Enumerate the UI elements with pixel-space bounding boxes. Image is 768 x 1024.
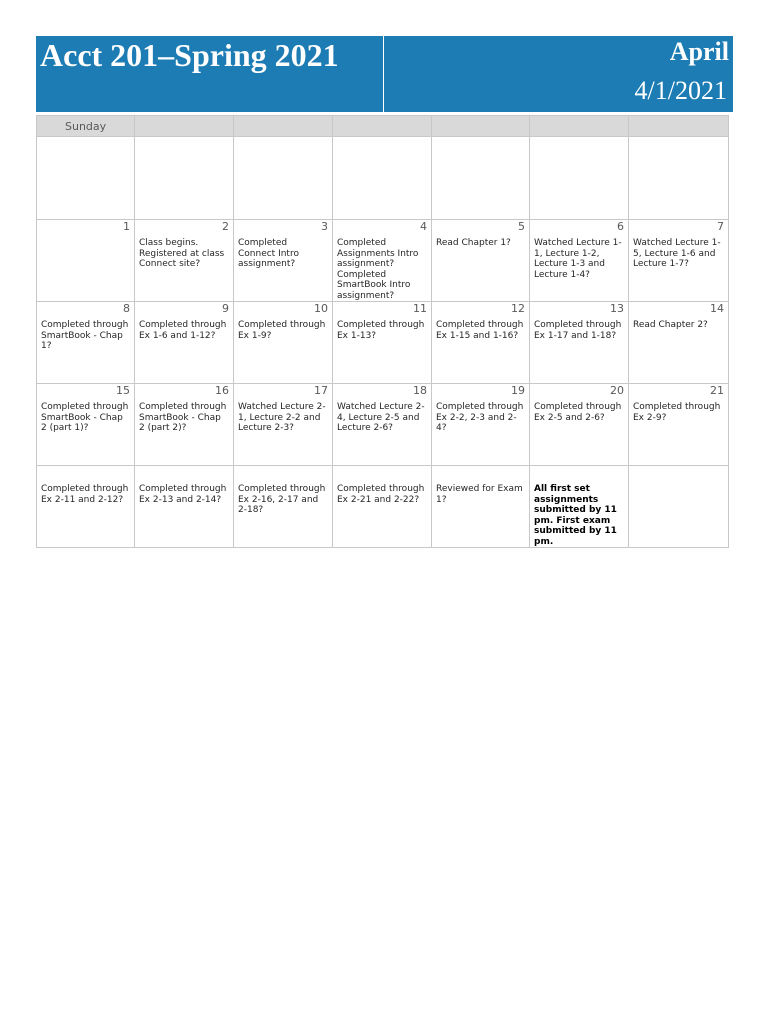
calendar-grid <box>36 115 729 548</box>
calendar-day-cell <box>135 384 234 466</box>
day-number: 6 <box>617 220 624 233</box>
day-note: Completed through Ex 1-6 and 1-12? <box>139 320 227 341</box>
header-banner <box>36 36 733 112</box>
day-number: 13 <box>610 302 624 315</box>
day-number: 17 <box>314 384 328 397</box>
day-note: Completed through Ex 2-11 and 2-12? <box>41 484 129 505</box>
day-number: 11 <box>413 302 427 315</box>
calendar-day-cell <box>333 384 432 466</box>
day-number: 1 <box>123 220 130 233</box>
day-number: 19 <box>511 384 525 397</box>
day-number <box>333 466 431 484</box>
day-note: Completed through SmartBook - Chap 2 (part 2)? <box>139 402 227 433</box>
day-note: Reviewed for Exam 1? <box>436 484 523 505</box>
day-number: 15 <box>116 384 130 397</box>
calendar-title: Acct 201–Spring 2021 <box>40 37 339 73</box>
day-note: Completed through SmartBook - Chap 1? <box>41 320 129 351</box>
day-note: Read Chapter 2? <box>633 320 708 330</box>
calendar-day-cell <box>333 466 432 548</box>
day-number: 18 <box>413 384 427 397</box>
calendar-day-cell <box>432 302 530 384</box>
banner-date-area <box>384 36 733 112</box>
weekday-header-cell: Sunday <box>37 116 135 137</box>
day-note: Completed through Ex 2-9? <box>633 402 721 423</box>
day-number: 16 <box>215 384 229 397</box>
calendar-day-cell <box>629 466 729 548</box>
weekday-header-row <box>37 116 729 137</box>
day-number <box>37 466 134 484</box>
calendar-day-cell <box>432 384 530 466</box>
calendar-day-cell <box>234 220 333 302</box>
calendar-cell-empty <box>135 137 234 220</box>
calendar-day-cell <box>37 466 135 548</box>
day-note: Completed through Ex 2-2, 2-3 and 2-4? <box>436 402 524 433</box>
day-number: 7 <box>717 220 724 233</box>
weekday-header-cell <box>629 116 729 137</box>
day-note: Completed through Ex 1-17 and 1-18? <box>534 320 622 341</box>
calendar-week-row <box>37 220 729 302</box>
calendar-day-cell <box>432 466 530 548</box>
calendar-day-cell <box>135 220 234 302</box>
banner-title-area <box>36 36 384 112</box>
day-number: 12 <box>511 302 525 315</box>
day-note: Completed through SmartBook - Chap 2 (part 1)? <box>41 402 129 433</box>
calendar-week-row <box>37 302 729 384</box>
calendar-day-cell <box>432 220 530 302</box>
calendar-day-cell <box>234 466 333 548</box>
day-note: Watched Lecture 2-4, Lecture 2-5 and Lecture 2-6? <box>337 402 425 433</box>
day-note: Completed through Ex 2-21 and 2-22? <box>337 484 425 505</box>
day-note: Watched Lecture 1-1, Lecture 1-2, Lecture 1-3 and Lecture 1-4? <box>534 238 622 280</box>
day-number: 14 <box>710 302 724 315</box>
calendar-cell-empty <box>530 137 629 220</box>
calendar-day-cell <box>530 466 629 548</box>
calendar-day-cell <box>333 220 432 302</box>
calendar-day-cell <box>234 302 333 384</box>
calendar-day-cell <box>135 466 234 548</box>
day-number <box>629 466 728 484</box>
calendar-blank-row <box>37 137 729 220</box>
weekday-header-cell <box>135 116 234 137</box>
day-number: 9 <box>222 302 229 315</box>
day-note: Completed through Ex 2-5 and 2-6? <box>534 402 622 423</box>
calendar-day-cell <box>135 302 234 384</box>
day-note: Completed through Ex 1-13? <box>337 320 425 341</box>
day-note: Completed through Ex 1-9? <box>238 320 326 341</box>
calendar-week-row <box>37 466 729 548</box>
day-number: 21 <box>710 384 724 397</box>
day-note: Completed Assignments Intro assignment? Completed SmartBook Intro assignment? <box>337 238 419 301</box>
day-note: Completed Connect Intro assignment? <box>238 238 299 269</box>
day-number: 8 <box>123 302 130 315</box>
calendar-day-cell <box>629 220 729 302</box>
day-note: Class begins. Registered at class Connect site? <box>139 238 225 269</box>
weekday-header-cell <box>530 116 629 137</box>
weekday-header-cell <box>234 116 333 137</box>
day-number: 20 <box>610 384 624 397</box>
calendar-day-cell <box>234 384 333 466</box>
day-note: Watched Lecture 1-5, Lecture 1-6 and Lecture 1-7? <box>633 238 721 269</box>
calendar-month: April <box>669 37 729 66</box>
day-number: 2 <box>222 220 229 233</box>
calendar-day-cell <box>37 384 135 466</box>
day-note: Completed through Ex 2-16, 2-17 and 2-18? <box>238 484 326 515</box>
day-note: Completed through Ex 1-15 and 1-16? <box>436 320 524 341</box>
weekday-header-cell <box>432 116 530 137</box>
day-number: 10 <box>314 302 328 315</box>
calendar-day-cell <box>530 220 629 302</box>
calendar-day-cell <box>333 302 432 384</box>
calendar-date: 4/1/2021 <box>634 76 727 105</box>
day-note: Watched Lecture 2-1, Lecture 2-2 and Lecture 2-3? <box>238 402 326 433</box>
day-note: Read Chapter 1? <box>436 238 511 248</box>
day-number <box>530 466 628 484</box>
day-note: All first set assignments submitted by 11 pm. First exam submitted by 11 pm. <box>534 484 617 547</box>
calendar-day-cell <box>37 302 135 384</box>
day-number: 3 <box>321 220 328 233</box>
calendar-day-cell <box>37 220 135 302</box>
weekday-header-cell <box>333 116 432 137</box>
calendar-cell-empty <box>432 137 530 220</box>
day-number: 4 <box>420 220 427 233</box>
calendar-day-cell <box>530 302 629 384</box>
calendar-week-row <box>37 384 729 466</box>
calendar-day-cell <box>530 384 629 466</box>
day-number <box>234 466 332 484</box>
calendar-day-cell <box>629 384 729 466</box>
calendar-cell-empty <box>37 137 135 220</box>
day-note: Completed through Ex 2-13 and 2-14? <box>139 484 227 505</box>
calendar-cell-empty <box>629 137 729 220</box>
day-number <box>135 466 233 484</box>
day-number: 5 <box>518 220 525 233</box>
day-number <box>432 466 529 484</box>
calendar-cell-empty <box>333 137 432 220</box>
calendar-day-cell <box>629 302 729 384</box>
calendar-cell-empty <box>234 137 333 220</box>
